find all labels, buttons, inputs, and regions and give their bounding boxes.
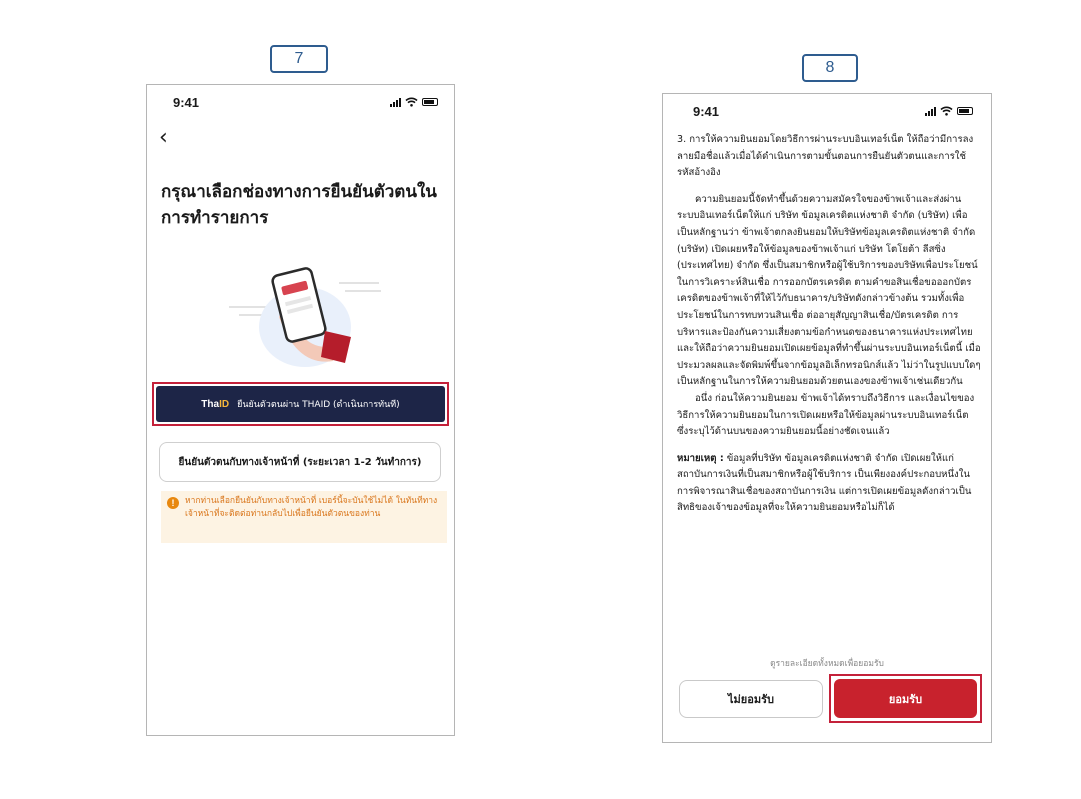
consent-paragraph-3: อนึ่ง ก่อนให้ความยินยอม ข้าพเจ้าได้ทราบถึงวิธีการ และเงื่อนไขของวิธีการให้ความยินยอมในการเปิดเผยหรือให้ข้อมูลผ่านระบบอินเทอร์เน็ต ซึ่งระบุไว้ด้านบนของความยินยอมนี้อย่างชัดเจนแล้ว <box>677 392 975 438</box>
officer-verify-button[interactable]: ยืนยันตัวตนกับทางเจ้าหน้าที่ (ระยะเวลา 1-2 วันทำการ) <box>159 442 441 482</box>
page-title: กรุณาเลือกช่องทางการยืนยันตัวตนในการทำรายการ <box>161 182 437 228</box>
battery-icon <box>957 107 973 115</box>
identity-method-screen <box>146 84 455 736</box>
phone-verification-illustration <box>227 257 387 377</box>
step-7-badge: 7 <box>270 45 328 73</box>
consent-note <box>677 451 982 517</box>
signal-icon <box>925 106 936 116</box>
status-time: 9:41 <box>693 103 720 119</box>
thaid-logo: ThaID <box>201 398 230 410</box>
consent-paragraph-2: ความยินยอมนี้จัดทำขึ้นด้วยความสมัครใจของข้าพเจ้าและส่งผ่านระบบอินเทอร์เน็ตให้แก่ บริษัท ข้อมูลเครดิตแห่งชาติ จำกัด (บริษัท) เพื่อเป็นหลักฐานว่า ข้าพเจ้าตกลงยินยอมให้บริษัทข้อมูลเครดิตแห่งชาติ จำกัด (บริษัท) เปิดเผยหรือให้ข้อมูลของข้าพเจ้าแก่ บริษัท โตโยต้า ลีสซิ่ง (ประเทศไทย) จำกัด ซึ่งเป็นสมาชิกหรือผู้ใช้บริการของบริษัทเพื่อประโยชน์ในการวิเคราะห์สินเชื่อ การออกบัตรเครดิต ตามคำขอสินเชื่อขอออกบัตรเครดิตของข้าพเจ้าที่ให้ไว้กับธนาคาร/บริษัทดังกล่าวข้างต้น รวมทั้งเพื่อประโยชน์ในการทบทวนสินเชื่อ ต่ออายุสัญญาสินเชื่อ/บัตรเครดิต การบริหารและป้องกันความเสี่ยงตามข้อกำหนดของธนาคารแห่งประเทศไทย และให้ถือว่าความยินยอมเปิดเผยข้อมูลที่ทำขึ้นผ่านระบบอินเทอร์เน็ตนี้ เมื่อประมวลผลและจัดพิมพ์ขึ้นจากข้อมูลอิเล็กทรอนิกส์แล้ว ไม่ว่าในรูปแบบใดๆ เป็นหลักฐานในการให้ความยินยอมด้วยตนเองของข้าพเจ้าเช่นเดียวกัน <box>677 193 981 388</box>
note-label: หมายเหตุ : <box>677 452 724 464</box>
read-all-hint: ดูรายละเอียดทั้งหมดเพื่อยอมรับ <box>770 659 884 669</box>
thaid-option-highlight <box>152 382 449 426</box>
warning-icon: ! <box>167 497 179 509</box>
decline-button[interactable]: ไม่ยอมรับ <box>679 680 823 718</box>
wifi-icon <box>405 97 418 107</box>
chevron-left-icon[interactable]: ‹ <box>159 125 168 150</box>
accept-button-highlight <box>829 674 982 723</box>
battery-icon <box>422 98 438 106</box>
signal-icon <box>390 97 401 107</box>
accept-button[interactable]: ยอมรับ <box>834 679 977 718</box>
status-bar <box>663 94 991 128</box>
consent-text-scroll[interactable] <box>677 132 982 517</box>
thaid-verify-button[interactable] <box>156 386 445 422</box>
warning-text: หากท่านเลือกยืนยันกับทางเจ้าหน้าที่ เบอร์นี้จะบันใช้ไม่ได้ ในทันทีทางเจ้าหน้าที่จะติดต่อท่านกลับไปเพื่อยืนยันตัวตนของท่าน <box>185 496 438 519</box>
thaid-button-label: ยืนยันตัวตนผ่าน THAID (ดำเนินการทันที) <box>237 400 400 410</box>
step-8-badge: 8 <box>802 54 858 82</box>
consent-screen <box>662 93 992 743</box>
status-time: 9:41 <box>173 94 200 110</box>
warning-notice <box>161 491 447 543</box>
status-bar <box>147 85 454 119</box>
consent-paragraph-1: 3. การให้ความยินยอมโดยวิธีการผ่านระบบอินเทอร์เน็ต ให้ถือว่ามีการลงลายมือชื่อแล้วเมื่อได้ดำเนินการตามขั้นตอนการยืนยันตัวตนและการใช้รหัสอ้างอิง <box>677 134 974 179</box>
wifi-icon <box>940 106 953 116</box>
note-text: ข้อมูลที่บริษัท ข้อมูลเครดิตแห่งชาติ จำกัด เปิดเผยให้แก่สถาบันการเงินที่เป็นสมาชิกหรือผู้ใช้บริการ เป็นเพียงองค์ประกอบหนึ่งในการพิจารณาสินเชื่อของสถาบันการเงิน แต่การเปิดเผยข้อมูลดังกล่าวเป็นสิทธิของเจ้าของข้อมูลที่จะให้ความยินยอมหรือไม่ก็ได้ <box>677 452 972 514</box>
